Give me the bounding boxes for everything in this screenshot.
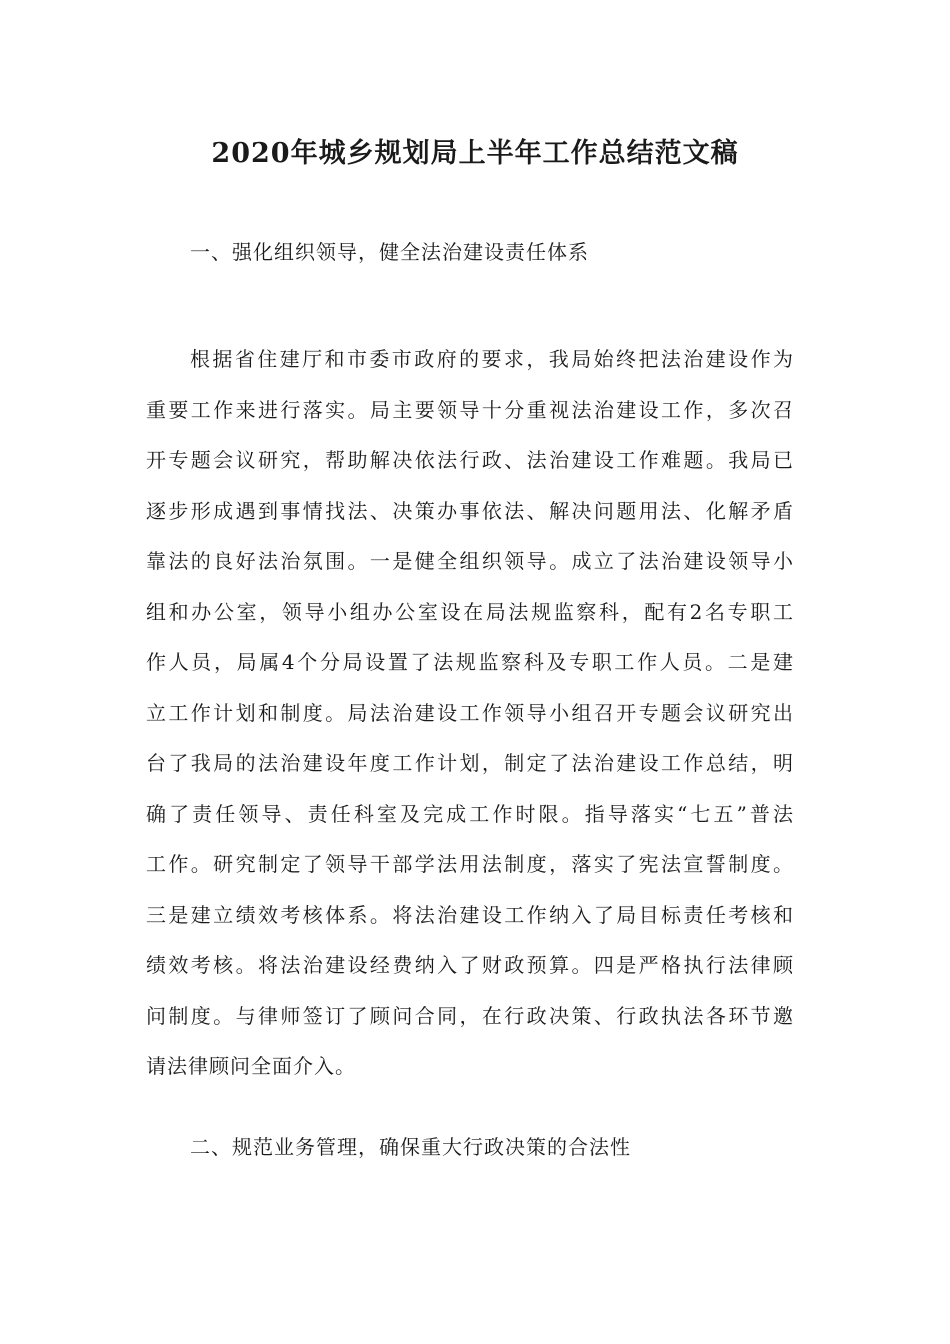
paragraph-line: 开专题会议研究，帮助解决依法行政、法治建设工作难题。我局已 [146, 448, 794, 472]
paragraph-line: 根据省住建厅和市委市政府的要求，我局始终把法治建设作为 [190, 347, 794, 371]
paragraph-line: 组和办公室，领导小组办公室设在局法规监察科，配有2名专职工 [146, 599, 794, 624]
paragraph-line: 确了责任领导、责任科室及完成工作时限。指导落实“七五”普法 [146, 801, 794, 826]
paragraph-line: 立工作计划和制度。局法治建设工作领导小组召开专题会议研究出 [146, 700, 794, 725]
paragraph-line: 绩效考核。将法治建设经费纳入了财政预算。四是严格执行法律顾 [146, 953, 794, 977]
paragraph-line: 逐步形成遇到事情找法、决策办事依法、解决问题用法、化解矛盾 [146, 498, 794, 523]
section-heading-2: 二、规范业务管理，确保重大行政决策的合法性 [190, 1135, 631, 1159]
paragraph-line: 作人员，局属4个分局设置了法规监察科及专职工作人员。二是建 [146, 650, 794, 674]
document-title: 2020年城乡规划局上半年工作总结范文稿 [211, 138, 739, 169]
paragraph-line: 台了我局的法治建设年度工作计划，制定了法治建设工作总结，明 [146, 751, 794, 775]
paragraph-line: 三是建立绩效考核体系。将法治建设工作纳入了局目标责任考核和 [146, 902, 794, 927]
section-heading-1: 一、强化组织领导，健全法治建设责任体系 [190, 240, 589, 264]
paragraph-line: 靠法的良好法治氛围。一是健全组织领导。成立了法治建设领导小 [146, 549, 794, 573]
section-1-paragraph [146, 334, 794, 1092]
paragraph-line: 请法律顾问全面介入。 [146, 1054, 356, 1078]
paragraph-line: 重要工作来进行落实。局主要领导十分重视法治建设工作，多次召 [146, 397, 794, 422]
paragraph-line: 工作。研究制定了领导干部学法用法制度，落实了宪法宣誓制度。 [146, 852, 794, 876]
paragraph-line: 问制度。与律师签订了顾问合同，在行政决策、行政执法各环节邀 [146, 1003, 794, 1028]
